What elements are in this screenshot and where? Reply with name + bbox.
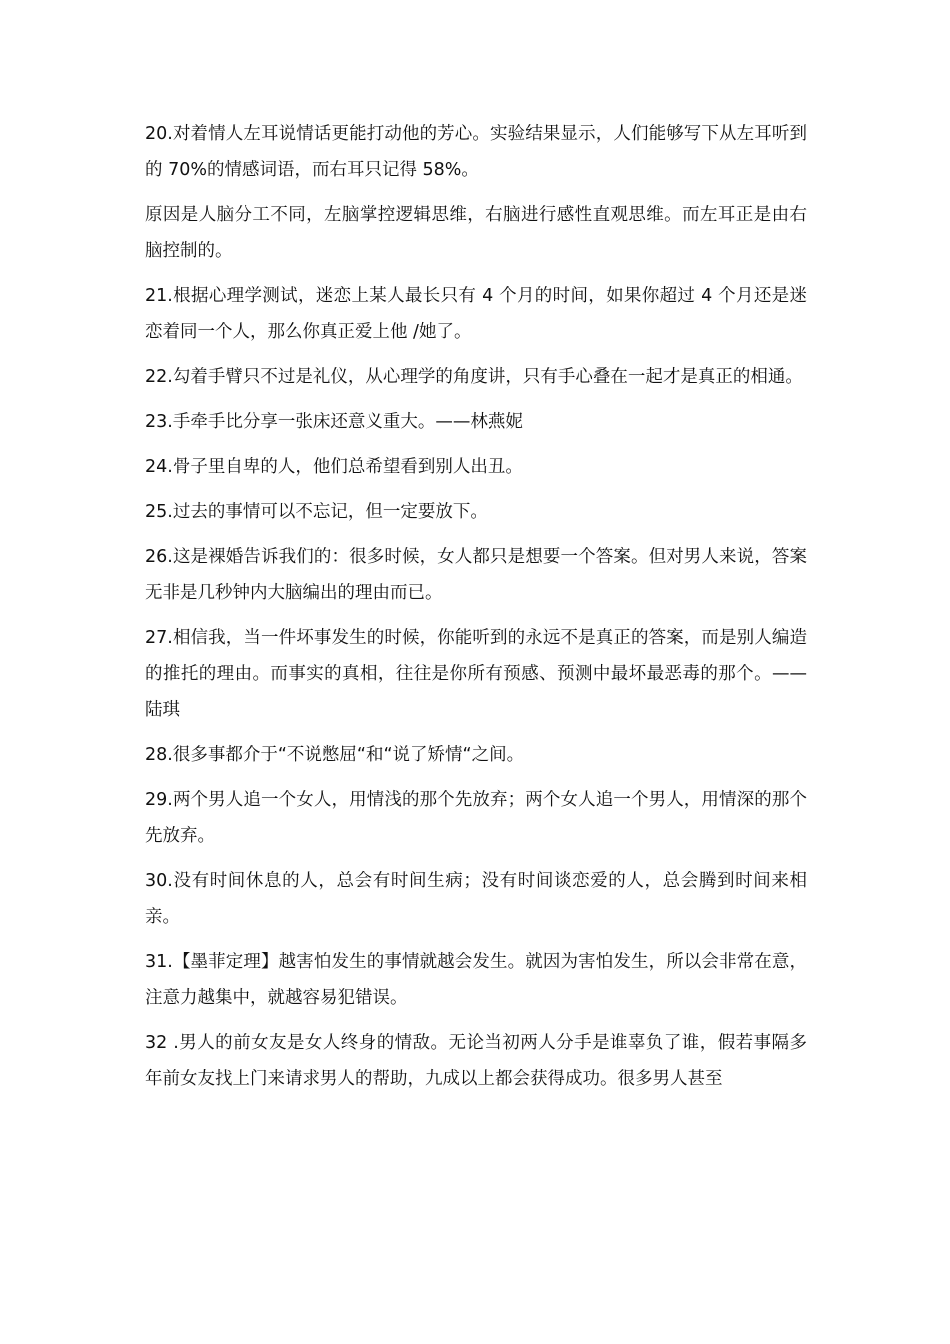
document-body xyxy=(145,116,807,1106)
paragraph-22: 22.勾着手臂只不过是礼仪，从心理学的角度讲，只有手心叠在一起才是真正的相通。 xyxy=(145,367,803,387)
paragraph-29: 29.两个男人追一个女人，用情浅的那个先放弃；两个女人追一个男人，用情深的那个先放弃。 xyxy=(145,790,807,846)
paragraph-20-continued: 原因是人脑分工不同，左脑掌控逻辑思维，右脑进行感性直观思维。而左耳正是由右脑控制的。 xyxy=(145,205,807,261)
paragraph-28: 28.很多事都介于“不说憋屈“和“说了矫情“之间。 xyxy=(145,745,525,765)
paragraph-27: 27.相信我，当一件坏事发生的时候，你能听到的永远不是真正的答案，而是别人编造的推托的理由。而事实的真相，往往是你所有预感、预测中最坏最恶毒的那个。——陆琪 xyxy=(145,628,807,720)
paragraph-23: 23.手牵手比分享一张床还意义重大。——林燕妮 xyxy=(145,412,523,432)
paragraph-20: 20.对着情人左耳说情话更能打动他的芳心。实验结果显示，人们能够写下从左耳听到的 70%的情感词语，而右耳只记得 58%。 xyxy=(145,124,807,180)
paragraph-31: 31.【墨菲定理】越害怕发生的事情就越会发生。就因为害怕发生，所以会非常在意，注意力越集中，就越容易犯错误。 xyxy=(145,952,807,1008)
paragraph-24: 24.骨子里自卑的人，他们总希望看到别人出丑。 xyxy=(145,457,523,477)
paragraph-21: 21.根据心理学测试，迷恋上某人最长只有 4 个月的时间，如果你超过 4 个月还是迷恋着同一个人，那么你真正爱上他 /她了。 xyxy=(145,286,807,342)
paragraph-26: 26.这是裸婚告诉我们的：很多时候，女人都只是想要一个答案。但对男人来说，答案无非是几秒钟内大脑编出的理由而已。 xyxy=(145,547,807,603)
paragraph-32: 32 .男人的前女友是女人终身的情敌。无论当初两人分手是谁辜负了谁，假若事隔多年前女友找上门来请求男人的帮助，九成以上都会获得成功。很多男人甚至 xyxy=(145,1033,807,1089)
paragraph-25: 25.过去的事情可以不忘记，但一定要放下。 xyxy=(145,502,488,522)
paragraph-30: 30.没有时间休息的人，总会有时间生病；没有时间谈恋爱的人，总会腾到时间来相亲。 xyxy=(145,871,807,927)
